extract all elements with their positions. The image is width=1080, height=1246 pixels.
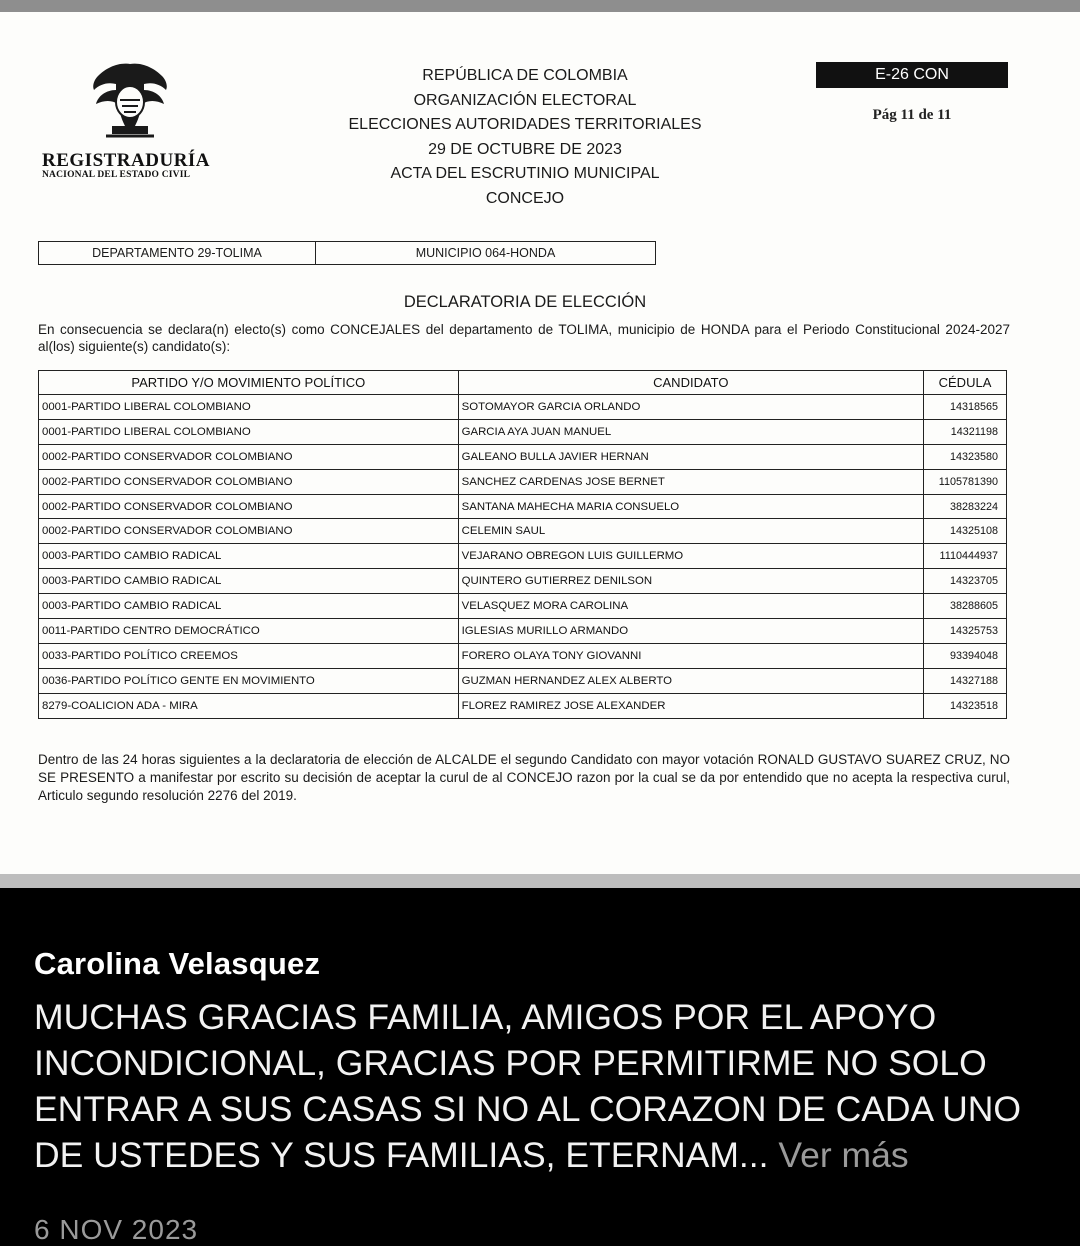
registraduria-logo <box>40 60 220 190</box>
id-column-header: CÉDULA <box>924 371 1007 395</box>
table-row <box>39 619 1007 644</box>
table-row <box>39 494 1007 519</box>
candidate-cell: SOTOMAYOR GARCIA ORLANDO <box>458 395 923 420</box>
party-cell: 0003-PARTIDO CAMBIO RADICAL <box>39 594 459 619</box>
party-cell: 0003-PARTIDO CAMBIO RADICAL <box>39 569 459 594</box>
candidate-cell: SANTANA MAHECHA MARIA CONSUELO <box>458 494 923 519</box>
declaration-title: DECLARATORIA DE ELECCIÓN <box>403 293 647 311</box>
table-row <box>39 469 1007 494</box>
document-bottom-edge <box>0 874 1080 888</box>
candidate-cell: GUZMAN HERNANDEZ ALEX ALBERTO <box>458 668 923 693</box>
candidate-cell: QUINTERO GUTIERREZ DENILSON <box>458 569 923 594</box>
registraduria-title: REGISTRADURÍA <box>42 150 211 171</box>
id-cell: 14327188 <box>924 668 1007 693</box>
party-cell: 0003-PARTIDO CAMBIO RADICAL <box>39 544 459 569</box>
header-line-country: REPÚBLICA DE COLOMBIA <box>422 67 628 84</box>
candidate-column-header: CANDIDATO <box>458 371 923 395</box>
document-image[interactable] <box>0 12 1080 874</box>
candidate-cell: VEJARANO OBREGON LUIS GUILLERMO <box>458 544 923 569</box>
party-cell: 0001-PARTIDO LIBERAL COLOMBIANO <box>39 419 459 444</box>
header-line-organization: ORGANIZACIÓN ELECTORAL <box>413 91 637 109</box>
table-row <box>39 544 1007 569</box>
party-cell: 0002-PARTIDO CONSERVADOR COLOMBIANO <box>39 519 459 544</box>
table-row <box>39 519 1007 544</box>
footnote-text: Dentro de las 24 horas siguientes a la declaratoria de elección de ALCALDE el segundo Candidato con mayor votación RONALD GUSTAVO SUAREZ CRUZ, NO SE PRESENTO a manifestar por escrito su decisión de aceptar la curul de al CONCEJO razon por la cual se da por entendido que no acepta la respectiva curul, Articulo segundo resolución 2276 del 2019. <box>38 752 1010 803</box>
candidate-cell: FLOREZ RAMIREZ JOSE ALEXANDER <box>458 693 923 718</box>
coat-of-arms-icon <box>88 60 172 142</box>
elected-candidates-table <box>38 370 1007 719</box>
header-line-act: ACTA DEL ESCRUTINIO MUNICIPAL <box>390 165 660 182</box>
post-message-text: MUCHAS GRACIAS FAMILIA, AMIGOS POR EL APOYO INCONDICIONAL, GRACIAS POR PERMITIRME NO SOLO ENTRAR A SUS CASAS SI NO AL CORAZON DE CADA UNO DE USTEDES Y SUS FAMILIAS, ETERNAM... <box>34 997 1021 1175</box>
post-author[interactable]: Carolina Velasquez <box>34 946 321 981</box>
id-cell: 14321198 <box>924 419 1007 444</box>
see-more-link[interactable]: Ver más <box>778 1135 909 1175</box>
id-cell: 38288605 <box>924 594 1007 619</box>
candidate-cell: SANCHEZ CARDENAS JOSE BERNET <box>458 469 923 494</box>
candidate-cell: GALEANO BULLA JAVIER HERNAN <box>458 444 923 469</box>
document-header <box>300 64 750 211</box>
table-row <box>39 419 1007 444</box>
declaration-text: En consecuencia se declara(n) electo(s) como CONCEJALES del departamento de TOLIMA, municipio de HONDA para el Periodo Constitucional 2024-2027 al(los) siguiente(s) candidato(s): <box>38 322 1010 354</box>
header-line-elections: ELECCIONES AUTORIDADES TERRITORIALES <box>348 116 702 133</box>
party-cell: 0011-PARTIDO CENTRO DEMOCRÁTICO <box>39 619 459 644</box>
id-cell: 38283224 <box>924 494 1007 519</box>
form-code-badge: E-26 CON <box>816 62 1008 88</box>
party-cell: 0036-PARTIDO POLÍTICO GENTE EN MOVIMIENTO <box>39 668 459 693</box>
id-cell: 14323518 <box>924 693 1007 718</box>
header-line-date: 29 DE OCTUBRE DE 2023 <box>428 140 622 158</box>
candidate-cell: VELASQUEZ MORA CAROLINA <box>458 594 923 619</box>
location-box <box>38 241 656 265</box>
party-cell: 0002-PARTIDO CONSERVADOR COLOMBIANO <box>39 444 459 469</box>
id-cell: 14318565 <box>924 395 1007 420</box>
municipality-label: MUNICIPIO 064-HONDA <box>415 246 556 260</box>
party-cell: 0001-PARTIDO LIBERAL COLOMBIANO <box>39 395 459 420</box>
party-cell: 8279-COALICION ADA - MIRA <box>39 693 459 718</box>
department-label: DEPARTAMENTO 29-TOLIMA <box>39 242 316 264</box>
candidate-cell: GARCIA AYA JUAN MANUEL <box>458 419 923 444</box>
table-row <box>39 668 1007 693</box>
party-cell: 0033-PARTIDO POLÍTICO CREEMOS <box>39 643 459 668</box>
party-cell: 0002-PARTIDO CONSERVADOR COLOMBIANO <box>39 469 459 494</box>
table-row <box>39 444 1007 469</box>
table-row <box>39 693 1007 718</box>
candidate-cell: FORERO OLAYA TONY GIOVANNI <box>458 643 923 668</box>
id-cell: 14325108 <box>924 519 1007 544</box>
post-caption <box>34 946 1054 1178</box>
table-header-row <box>39 371 1007 395</box>
party-column-header: PARTIDO Y/O MOVIMIENTO POLÍTICO <box>39 371 459 395</box>
post-message <box>34 994 1054 1178</box>
post-date: 6 NOV 2023 <box>34 1214 199 1245</box>
id-cell: 1110444937 <box>924 544 1007 569</box>
top-edge-bar <box>0 0 1080 12</box>
table-row <box>39 395 1007 420</box>
id-cell: 14323580 <box>924 444 1007 469</box>
table-row <box>39 643 1007 668</box>
party-cell: 0002-PARTIDO CONSERVADOR COLOMBIANO <box>39 494 459 519</box>
table-row <box>39 569 1007 594</box>
candidate-cell: IGLESIAS MURILLO ARMANDO <box>458 619 923 644</box>
id-cell: 14325753 <box>924 619 1007 644</box>
id-cell: 1105781390 <box>924 469 1007 494</box>
page-number: Pág 11 de 11 <box>872 107 952 123</box>
candidate-cell: CELEMIN SAUL <box>458 519 923 544</box>
id-cell: 14323705 <box>924 569 1007 594</box>
header-line-body: CONCEJO <box>485 189 565 207</box>
id-cell: 93394048 <box>924 643 1007 668</box>
table-row <box>39 594 1007 619</box>
registraduria-subtitle: NACIONAL DEL ESTADO CIVIL <box>42 170 191 180</box>
